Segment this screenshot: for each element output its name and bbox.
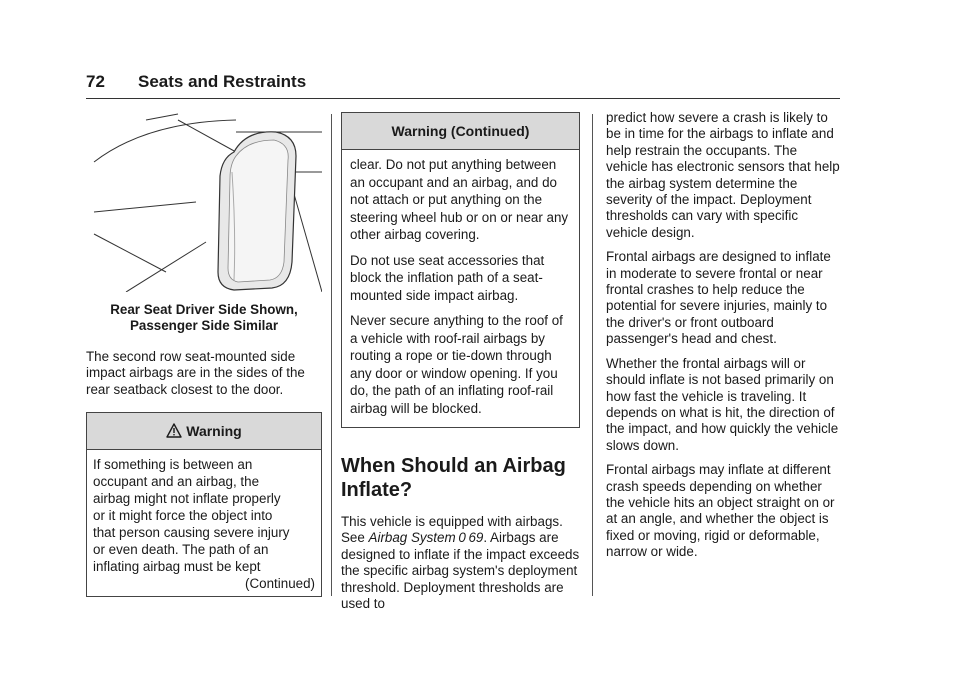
body-paragraph: Whether the frontal airbags will or should inflate is not based primarily on how fast the vehicle is traveling. It depends on what is hit, the direction of the impact, and how quickly the vehicle slows down. xyxy=(606,355,839,453)
body-text-post: . Airbags are designed to inflate if the impact exceeds the specific airbag system's deployment threshold. Deployment thresholds are used to xyxy=(341,530,580,612)
section-heading: When Should an Airbag Inflate? xyxy=(341,455,566,501)
body-paragraph: predict how severe a crash is likely to be in time for the airbags to inflate and help restrain the occupants. The vehicle has electronic sensors that help the airbag system determine the severity of the impact. Deployment thresholds can vary with specific vehicle design. xyxy=(606,110,840,240)
rear-seat-airbag-illustration xyxy=(86,112,322,292)
continued-label: (Continued) xyxy=(245,576,315,592)
warning-paragraph: Do not use seat accessories that block the inflation path of a seat-mounted side impact airbag. xyxy=(350,252,545,303)
section-title: Seats and Restraints xyxy=(138,72,307,91)
caption-line-2: Passenger Side Similar xyxy=(129,318,279,334)
column-1 xyxy=(86,112,322,597)
warning-body xyxy=(87,450,321,596)
column-3 xyxy=(606,110,842,569)
warning-paragraph: clear. Do not put anything between an occupant and an airbag, and do not attach or put anything on the steering wheel hub or on or near any other airbag covering. xyxy=(350,157,569,242)
body-paragraph: Frontal airbags may inflate at different crash speeds depending on whether the vehicle hits an object straight on or at an angle, and whether the object is fixed or moving, rigid or deformable, narrow or wide. xyxy=(606,462,835,560)
airbag-system-link[interactable]: Airbag System xyxy=(368,530,456,546)
header-rule xyxy=(86,98,840,99)
page-header xyxy=(86,68,840,96)
warning-box xyxy=(86,412,322,597)
caption-line-1: Rear Seat Driver Side Shown, xyxy=(110,302,298,317)
warning-triangle-icon xyxy=(166,423,182,438)
warning-header xyxy=(87,413,321,450)
figure-caption xyxy=(86,302,322,335)
warning-title: Warning xyxy=(186,423,242,440)
warning-line: or it might force the object into xyxy=(93,508,273,524)
warning-line: If something is between an xyxy=(93,457,253,473)
column-divider-right xyxy=(592,114,593,596)
column-2 xyxy=(341,112,580,620)
warning-line: that person causing severe injury xyxy=(93,525,290,541)
warning-line: occupant and an airbag, the xyxy=(93,474,260,490)
column-divider-left xyxy=(331,114,332,596)
page-ref-symbol: 0 xyxy=(458,530,466,546)
warning-continued-body xyxy=(342,150,579,427)
warning-line: or even death. The path of an xyxy=(93,542,269,558)
page-ref-number[interactable]: 69 xyxy=(468,530,484,546)
body-paragraph xyxy=(341,514,580,612)
warning-continued-box xyxy=(341,112,580,428)
intro-paragraph: The second row seat-mounted side impact airbags are in the sides of the rear seatback closest to the door. xyxy=(86,348,305,397)
page-number: 72 xyxy=(86,72,105,91)
warning-line: inflating airbag must be kept xyxy=(93,559,261,575)
body-text-pre: This vehicle is equipped with airbags. See xyxy=(341,514,563,546)
warning-line: airbag might not inflate properly xyxy=(93,491,281,507)
body-paragraph: Frontal airbags are designed to inflate in moderate to severe frontal or near frontal crashes to help reduce the potential for severe injuries, mainly to the driver's or front outboard passenger's head and chest. xyxy=(606,249,831,347)
warning-paragraph: Never secure anything to the roof of a vehicle with roof-rail airbags by routing a rope or tie-down through any door or window opening. If you do, the path of an inflating roof-rail airbag will be blocked. xyxy=(350,313,563,416)
warning-continued-header: Warning (Continued) xyxy=(342,113,579,150)
